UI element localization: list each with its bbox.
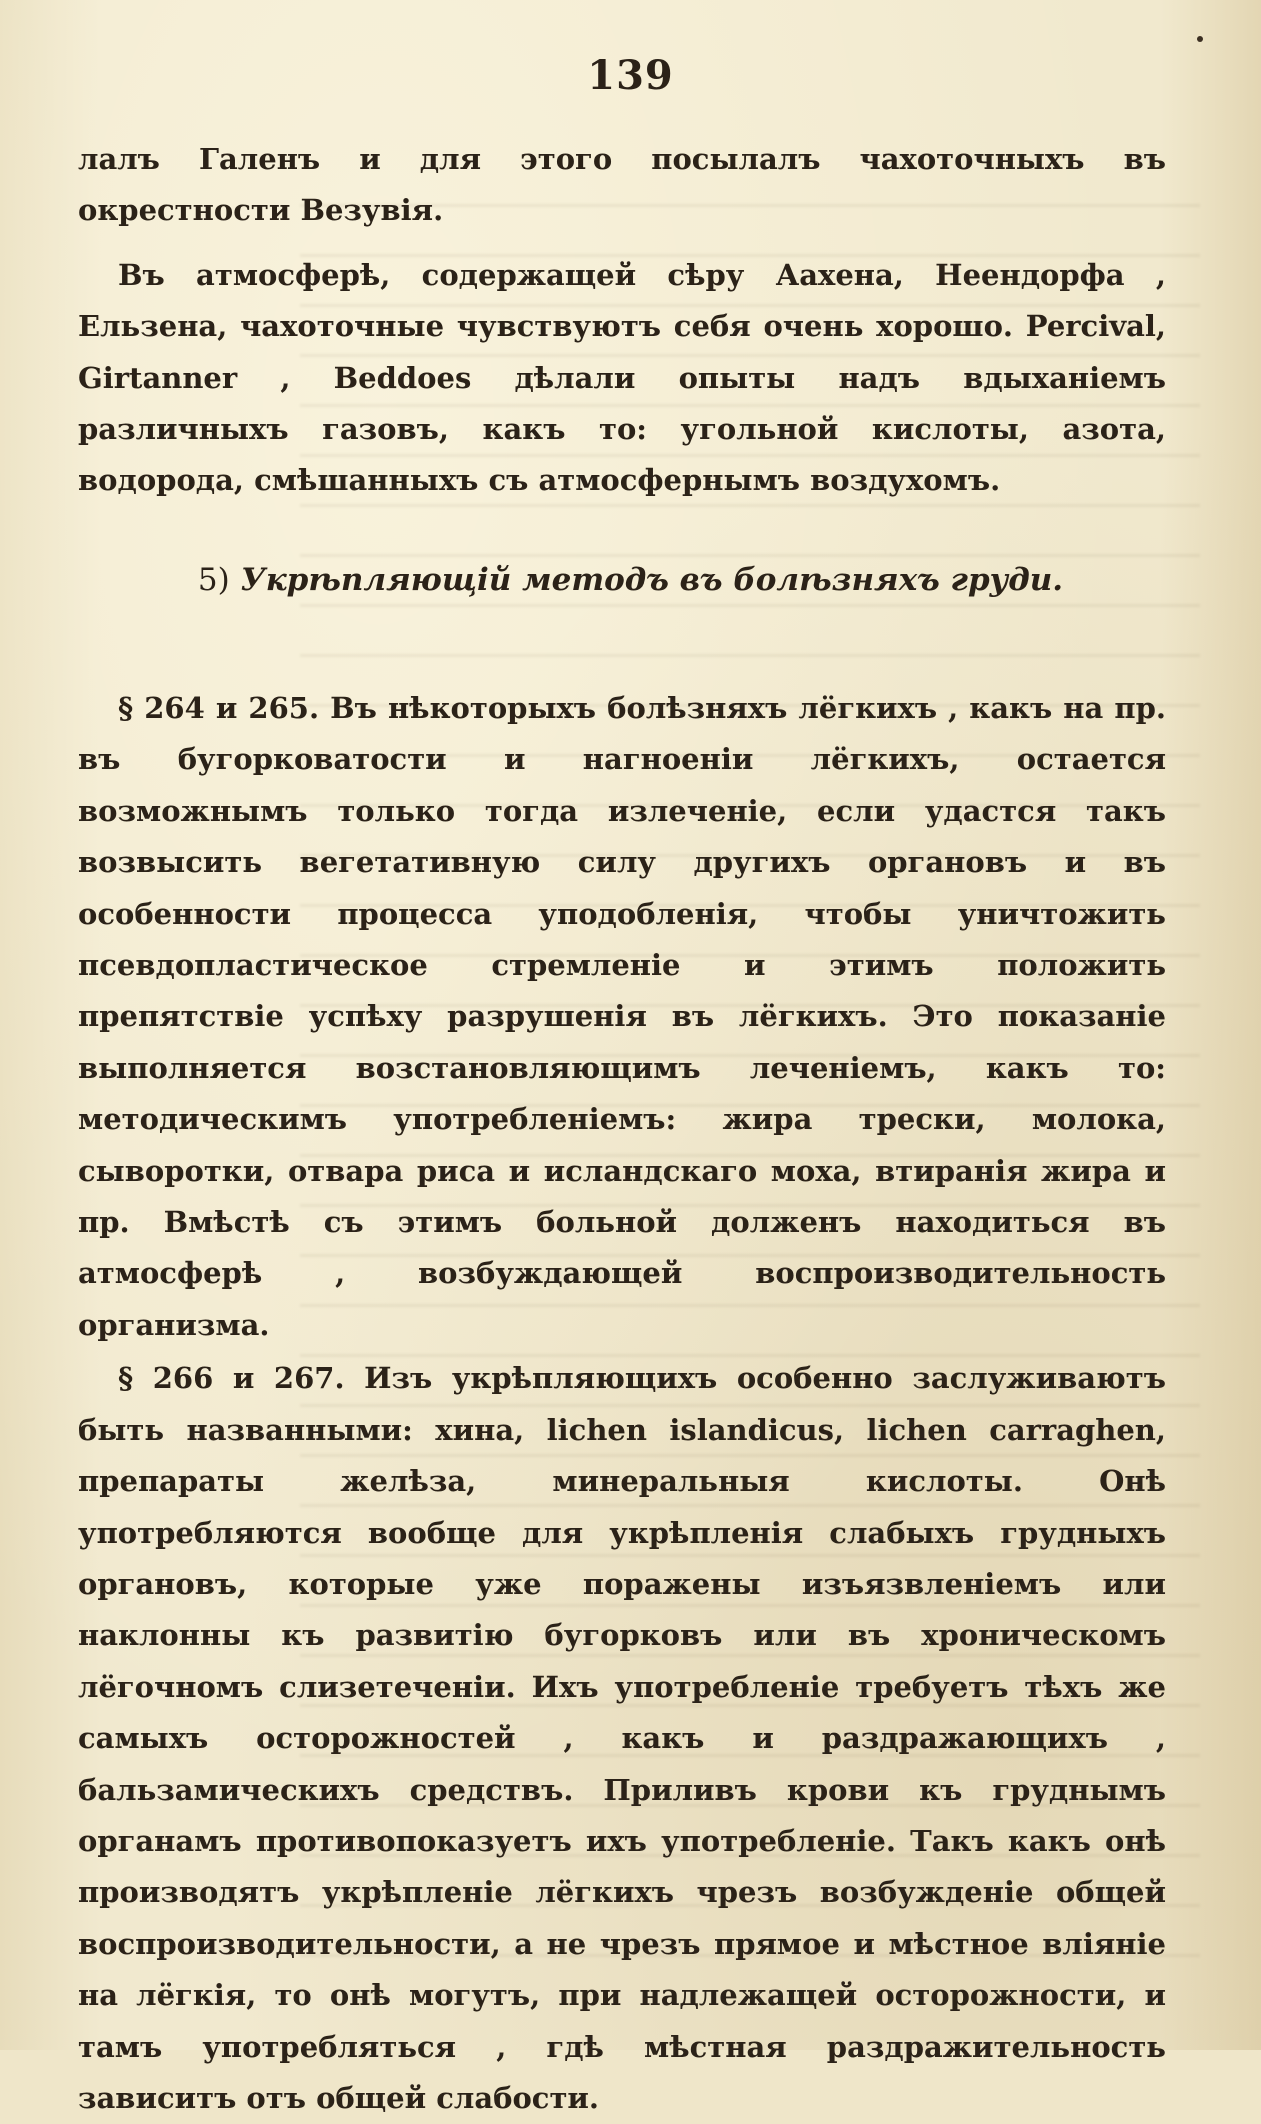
body-text-block — [78, 683, 1166, 2124]
section-264-265-paragraph: § 264 и 265. Въ нѣкоторыхъ болѣзняхъ лёгкихъ , какъ на пр. въ бугорковатости и нагноеніи лёгкихъ, остается возможнымъ только тогда излеченіе, если удастся такъ возвысить вегетативную силу другихъ органовъ и въ особенности процесса уподобленія, чтобы уничтожить псевдопластическое стремленіе и этимъ положить препятствіе успѣху разрушенія въ лёгкихъ. Это показаніе выполняется возстановляющимъ леченіемъ, какъ то: методическимъ употребленіемъ: жира трески, молока, сыворотки, отвара риса и исландскаго моха, втиранія жира и пр. Вмѣстѣ съ этимъ больной долженъ находиться въ атмосферѣ , возбуждающей воспроизводительность организма. — [78, 691, 1166, 1342]
atmosphere-paragraph: Въ атмосферѣ, содержащей сѣру Аахена, Неендорфа , Ельзена, чахоточные чувствуютъ себя очень хорошо. Percival, Girtanner , Beddoes дѣлали опыты надъ вдыханіемъ различныхъ газовъ, какъ то: угольной кислоты, азота, водорода, смѣшанныхъ съ атмосфернымъ воздухомъ. — [78, 257, 1166, 498]
ink-spot — [1197, 36, 1203, 42]
section-heading-title: Укрѣпляющій методъ въ болѣзняхъ груди. — [240, 562, 1064, 598]
page-number: 139 — [587, 52, 674, 99]
section-heading — [0, 562, 1261, 598]
section-266-267-paragraph: § 266 и 267. Изъ укрѣпляющихъ особенно заслуживаютъ быть названными: хина, lichen islandicus, lichen carraghen, препараты желѣза, минеральныя кислоты. Онѣ употребляются вообще для укрѣпленія слабыхъ грудныхъ органовъ, которые уже поражены изъязвленіемъ или наклонны къ развитію бугорковъ или въ хроническомъ лёгочномъ слизетеченіи. Ихъ употребленіе требуетъ тѣхъ же самыхъ осторожностей , какъ и раздражающихъ , бальзамическихъ средствъ. Приливъ крови къ груднымъ органамъ противопоказуетъ ихъ употребленіе. Такъ какъ онѣ производятъ укрѣпленіе лёгкихъ чрезъ возбужденіе общей воспроизводительности, а не чрезъ прямое и мѣстное вліяніе на лёгкія, то онѣ могутъ, при надлежащей осторожности, и тамъ употребляться , гдѣ мѣстная раздражительность зависитъ отъ общей слабости. — [78, 1361, 1166, 2115]
section-heading-number: 5) — [197, 562, 230, 598]
top-text-block — [78, 134, 1166, 507]
carryover-paragraph: лалъ Галенъ и для этого посылалъ чахоточныхъ въ окрестности Везувія. — [78, 142, 1166, 228]
